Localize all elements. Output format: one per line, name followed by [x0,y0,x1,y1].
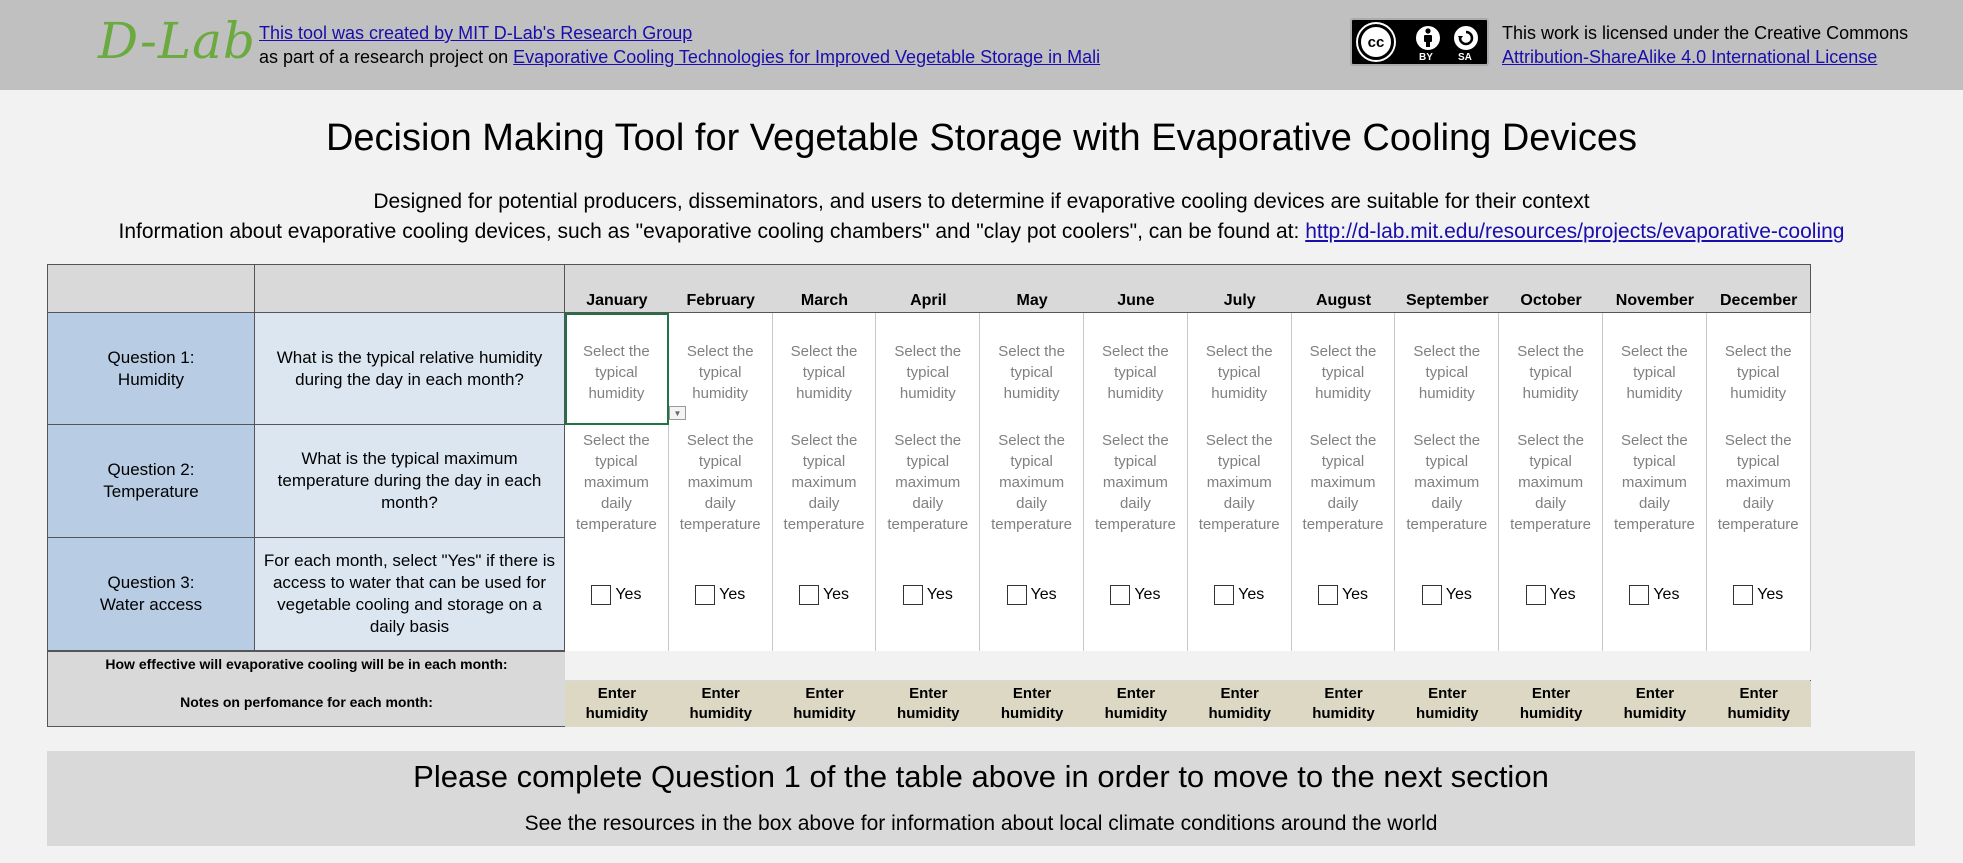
yes-option[interactable] [799,584,849,605]
notice-title: Please complete Question 1 of the table above in order to move to the next section [413,759,1549,794]
water-access-cell[interactable] [1603,538,1707,651]
humidity-select[interactable]: Select the typical humidity [876,313,980,425]
yes-label: Yes [1445,586,1472,603]
temperature-select[interactable]: Select the typical maximum daily temperature [1395,425,1499,538]
yes-label: Yes [1341,586,1369,603]
yes-option[interactable] [695,584,745,605]
notes-cell: Enter humidity [1603,681,1707,727]
question-2-heading: Question 2: Temperature [48,425,255,538]
license-text [1502,21,1908,69]
month-header: March [773,265,877,313]
yes-option[interactable] [1629,584,1679,605]
question-3-heading: Question 3: Water access [48,538,255,651]
month-header: December [1707,265,1811,313]
evaporative-cooling-link[interactable]: http://d-lab.mit.edu/resources/projects/evaporative-cooling [1305,220,1845,243]
creative-commons-badge[interactable] [1350,18,1489,66]
yes-option[interactable] [1526,584,1576,605]
yes-label: Yes [615,586,642,603]
water-access-cell[interactable] [876,538,980,651]
yes-label: Yes [1238,586,1265,603]
month-header: January [565,265,669,313]
water-access-cell[interactable] [1292,538,1396,651]
yes-label: Yes [1030,586,1057,603]
page-title: Decision Making Tool for Vegetable Storage with Evaporative Cooling Devices [325,117,1638,159]
yes-checkbox[interactable] [1526,585,1546,605]
page-subtitle: Designed for potential producers, disseminators, and users to determine if evaporative cooling devices are suitable for their context [373,190,1590,213]
humidity-select[interactable]: Select the typical humidity [669,313,773,425]
yes-option[interactable] [1422,584,1472,605]
yes-option[interactable] [591,584,641,605]
yes-checkbox[interactable] [1007,585,1027,605]
notes-cell: Enter humidity [1084,681,1188,727]
water-access-cell[interactable] [980,538,1084,651]
temperature-select[interactable]: Select the typical maximum daily temperature [1292,425,1396,538]
temperature-select[interactable]: Select the typical maximum daily temperature [1188,425,1292,538]
month-header: April [876,265,980,313]
info-text: Information about evaporative cooling devices, such as "evaporative cooling chambers" and "clay pot coolers", can be found at: [118,220,1300,243]
effectiveness-row [565,651,1811,680]
yes-option[interactable] [1110,584,1160,605]
month-header: September [1395,265,1499,313]
yes-checkbox[interactable] [1733,585,1753,605]
project-link[interactable]: Evaporative Cooling Technologies for Improved Vegetable Storage in Mali [513,47,1101,67]
temperature-select[interactable]: Select the typical maximum daily temperature [1707,425,1811,538]
month-header: November [1603,265,1707,313]
month-header: October [1499,265,1603,313]
humidity-select[interactable]: Select the typical humidity [1292,313,1396,425]
decision-table [47,264,1811,727]
header-bar [0,0,1963,90]
humidity-select[interactable]: Select the typical humidity [1188,313,1292,425]
notes-cell: Enter humidity [1292,681,1396,727]
yes-label: Yes [1134,586,1161,603]
temperature-select[interactable]: Select the typical maximum daily temperature [1499,425,1603,538]
cc-by-label: BY [1419,52,1433,63]
notes-cell: Enter humidity [1188,681,1292,727]
corner-cell [48,265,255,313]
attribution-icon [1414,24,1442,52]
water-access-cell[interactable] [669,538,773,651]
humidity-select[interactable]: Select the typical humidity [773,313,877,425]
notes-cell: Enter humidity [1499,681,1603,727]
water-access-cell[interactable] [1395,538,1499,651]
question-2-text: What is the typical maximum temperature during the day in each month? [255,425,565,538]
humidity-select[interactable]: Select the typical humidity [1084,313,1188,425]
credit-link[interactable]: This tool was created by MIT D-Lab's Research Group [259,23,693,43]
info-line [0,220,1963,244]
yes-label: Yes [719,586,746,603]
temperature-select[interactable]: Select the typical maximum daily temperature [773,425,877,538]
yes-option[interactable] [1214,584,1264,605]
dropdown-arrow-icon[interactable]: ▼ [669,406,686,420]
yes-option[interactable] [1318,584,1368,605]
notes-cell: Enter humidity [1395,681,1499,727]
temperature-select[interactable]: Select the typical maximum daily temperature [980,425,1084,538]
notes-cell: Enter humidity [980,681,1084,727]
yes-checkbox[interactable] [695,585,715,605]
yes-checkbox[interactable] [1318,585,1338,605]
humidity-select[interactable]: Select the typical humidity [1395,313,1499,425]
water-access-cell[interactable] [1084,538,1188,651]
question-1-text: What is the typical relative humidity during the day in each month? [255,313,565,425]
yes-checkbox[interactable] [1629,585,1649,605]
notes-cell: Enter humidity [876,681,980,727]
cc-sa-label: SA [1458,52,1472,63]
yes-label: Yes [926,586,953,603]
humidity-select[interactable]: Select the typical humidity [565,313,669,425]
yes-checkbox[interactable] [591,585,611,605]
notes-cell: Enter humidity [773,681,877,727]
question-1-heading: Question 1: Humidity [48,313,255,425]
d-lab-logo[interactable]: D-Lab [98,12,256,70]
share-alike-icon [1452,24,1480,52]
license-label: This work is licensed under the Creative Commons [1502,23,1909,43]
temperature-select[interactable]: Select the typical maximum daily temperature [565,425,669,538]
yes-checkbox[interactable] [1422,585,1442,605]
water-access-cell[interactable] [1707,538,1811,651]
notes-cell: Enter humidity [669,681,773,727]
yes-label: Yes [1549,586,1576,603]
notice-subtitle: See the resources in the box above for information about local climate conditions around the world [524,812,1438,835]
month-header: February [669,265,773,313]
yes-label: Yes [822,586,850,603]
yes-label: Yes [1653,586,1680,603]
month-header: August [1292,265,1396,313]
water-access-cell[interactable] [1499,538,1603,651]
yes-label: Yes [1757,586,1784,603]
credit-text [259,21,1100,69]
temperature-select[interactable]: Select the typical maximum daily temperature [669,425,773,538]
question-3-text: For each month, select "Yes" if there is access to water that can be used for vegetable cooling and storage on a daily basis [255,538,565,651]
temperature-select[interactable]: Select the typical maximum daily temperature [876,425,980,538]
temperature-select[interactable]: Select the typical maximum daily temperature [1084,425,1188,538]
humidity-select[interactable]: Select the typical humidity [1603,313,1707,425]
humidity-select[interactable]: Select the typical humidity [1707,313,1811,425]
effectiveness-label: How effective will evaporative cooling will be in each month: [105,656,508,672]
credit-prefix: as part of a research project on [259,47,509,67]
humidity-select[interactable]: Select the typical humidity [1499,313,1603,425]
yes-option[interactable] [1007,584,1057,605]
header-blank-cell [255,265,565,313]
notes-cell: Enter humidity [1707,681,1811,727]
cc-icon: cc [1358,24,1394,60]
completion-notice [47,751,1915,846]
temperature-select[interactable]: Select the typical maximum daily temperature [1603,425,1707,538]
humidity-select[interactable]: Select the typical humidity [980,313,1084,425]
notes-cell: Enter humidity [565,681,669,727]
water-access-cell[interactable] [1188,538,1292,651]
notes-label: Notes on perfomance for each month: [180,694,433,710]
yes-checkbox[interactable] [1110,585,1130,605]
water-access-cell[interactable] [773,538,877,651]
yes-checkbox[interactable] [799,585,819,605]
yes-checkbox[interactable] [1214,585,1234,605]
yes-checkbox[interactable] [903,585,923,605]
month-header: June [1084,265,1188,313]
month-header: July [1188,265,1292,313]
license-link[interactable]: Attribution-ShareAlike 4.0 International License [1502,47,1878,67]
yes-option[interactable] [1733,584,1783,605]
yes-option[interactable] [903,584,953,605]
month-header: May [980,265,1084,313]
water-access-cell[interactable] [565,538,669,651]
